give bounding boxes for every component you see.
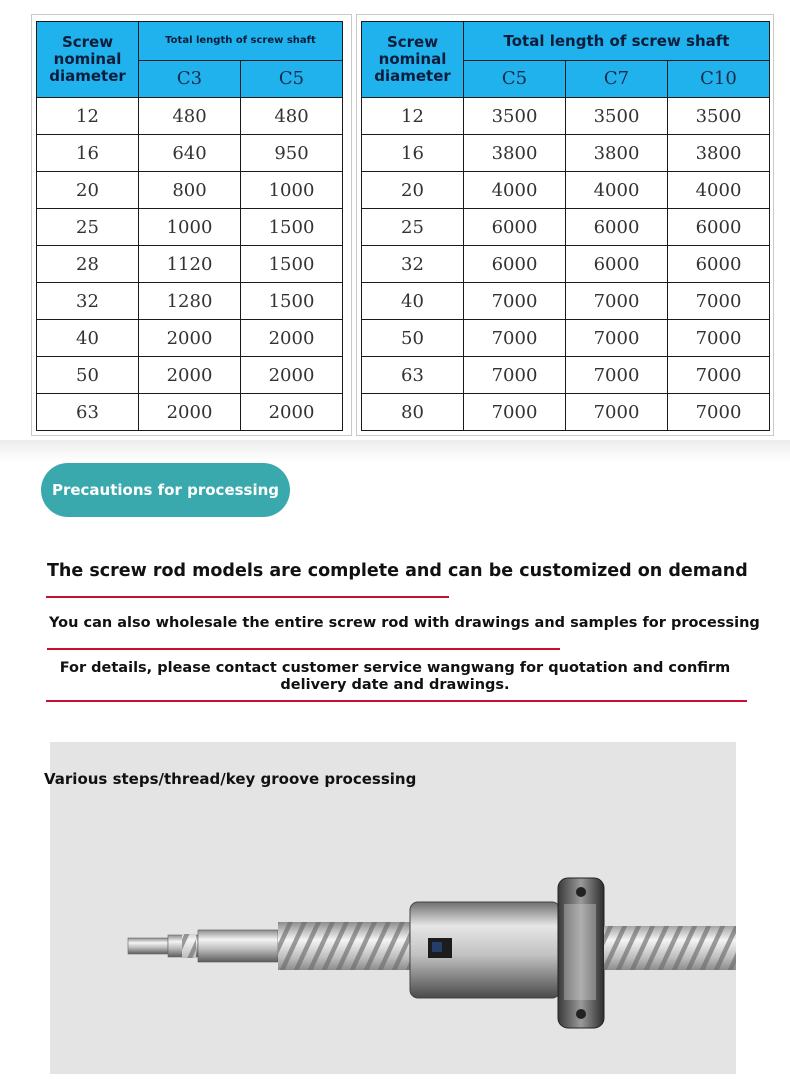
length-cell: 7000 bbox=[668, 283, 770, 320]
diameter-cell: 40 bbox=[362, 283, 464, 320]
length-cell: 2000 bbox=[241, 394, 343, 431]
length-cell: 4000 bbox=[566, 172, 668, 209]
red-underline bbox=[46, 700, 747, 702]
red-underline bbox=[47, 648, 560, 650]
table-row bbox=[37, 135, 343, 172]
diameter-cell: 32 bbox=[362, 246, 464, 283]
header-screw-diameter: Screw nominal diameter bbox=[362, 22, 464, 98]
length-cell: 7000 bbox=[566, 394, 668, 431]
diameter-cell: 40 bbox=[37, 320, 139, 357]
header-grade: C5 bbox=[464, 60, 566, 98]
diameter-cell: 32 bbox=[37, 283, 139, 320]
left-length-table bbox=[36, 21, 343, 431]
length-cell: 800 bbox=[139, 172, 241, 209]
diameter-cell: 63 bbox=[37, 394, 139, 431]
length-cell: 7000 bbox=[464, 320, 566, 357]
diameter-cell: 12 bbox=[37, 98, 139, 135]
diameter-cell: 20 bbox=[362, 172, 464, 209]
length-cell: 2000 bbox=[241, 320, 343, 357]
length-cell: 2000 bbox=[139, 394, 241, 431]
length-cell: 7000 bbox=[464, 394, 566, 431]
length-cell: 1120 bbox=[139, 246, 241, 283]
length-cell: 2000 bbox=[139, 320, 241, 357]
table-row bbox=[37, 98, 343, 135]
table-body bbox=[37, 98, 343, 431]
table-row bbox=[362, 172, 770, 209]
header-grade: C10 bbox=[668, 60, 770, 98]
length-cell: 7000 bbox=[464, 283, 566, 320]
header-screw-diameter: Screw nominal diameter bbox=[37, 22, 139, 98]
table-row bbox=[37, 357, 343, 394]
table-row bbox=[362, 98, 770, 135]
table-row bbox=[37, 394, 343, 431]
diameter-cell: 20 bbox=[37, 172, 139, 209]
length-cell: 6000 bbox=[464, 209, 566, 246]
right-length-table-panel bbox=[356, 14, 774, 436]
contact-statement: For details, please contact customer service wangwang for quotation and confirm delivery date and drawings. bbox=[59, 660, 731, 693]
length-cell: 3500 bbox=[464, 98, 566, 135]
diameter-cell: 25 bbox=[37, 209, 139, 246]
length-cell: 1280 bbox=[139, 283, 241, 320]
processing-caption: Various steps/thread/key groove processing bbox=[44, 770, 417, 788]
table-header-row bbox=[37, 22, 343, 61]
length-cell: 640 bbox=[139, 135, 241, 172]
header-grade: C5 bbox=[241, 60, 343, 98]
length-cell: 1000 bbox=[139, 209, 241, 246]
wholesale-statement: You can also wholesale the entire screw rod with drawings and samples for processing bbox=[49, 615, 760, 631]
table-body bbox=[362, 98, 770, 431]
table-row bbox=[37, 246, 343, 283]
length-cell: 2000 bbox=[139, 357, 241, 394]
diameter-cell: 28 bbox=[37, 246, 139, 283]
header-grade: C7 bbox=[566, 60, 668, 98]
length-cell: 1500 bbox=[241, 246, 343, 283]
header-grade: C3 bbox=[139, 60, 241, 98]
table-row bbox=[362, 135, 770, 172]
length-cell: 3800 bbox=[566, 135, 668, 172]
length-cell: 3500 bbox=[668, 98, 770, 135]
length-cell: 6000 bbox=[668, 209, 770, 246]
length-cell: 7000 bbox=[668, 357, 770, 394]
red-underline bbox=[46, 596, 449, 598]
table-row bbox=[362, 209, 770, 246]
table-header-row bbox=[362, 22, 770, 61]
ball-screw-image bbox=[50, 742, 736, 1074]
table-row bbox=[362, 320, 770, 357]
length-cell: 1500 bbox=[241, 209, 343, 246]
diameter-cell: 16 bbox=[37, 135, 139, 172]
length-cell: 2000 bbox=[241, 357, 343, 394]
table-row bbox=[362, 357, 770, 394]
table-row bbox=[37, 283, 343, 320]
length-cell: 1000 bbox=[241, 172, 343, 209]
diameter-cell: 12 bbox=[362, 98, 464, 135]
length-cell: 7000 bbox=[566, 283, 668, 320]
length-cell: 7000 bbox=[566, 357, 668, 394]
length-cell: 480 bbox=[139, 98, 241, 135]
header-total-length: Total length of screw shaft bbox=[464, 22, 770, 61]
diameter-cell: 25 bbox=[362, 209, 464, 246]
length-cell: 7000 bbox=[668, 320, 770, 357]
section-divider-band bbox=[0, 440, 790, 462]
length-cell: 7000 bbox=[566, 320, 668, 357]
length-cell: 4000 bbox=[464, 172, 566, 209]
length-cell: 6000 bbox=[566, 246, 668, 283]
diameter-cell: 80 bbox=[362, 394, 464, 431]
table-row bbox=[362, 246, 770, 283]
diameter-cell: 16 bbox=[362, 135, 464, 172]
precautions-badge: Precautions for processing bbox=[41, 463, 290, 517]
right-length-table bbox=[361, 21, 770, 431]
length-cell: 4000 bbox=[668, 172, 770, 209]
length-cell: 950 bbox=[241, 135, 343, 172]
length-cell: 3500 bbox=[566, 98, 668, 135]
header-total-length: Total length of screw shaft bbox=[139, 22, 343, 61]
table-row bbox=[362, 394, 770, 431]
diameter-cell: 63 bbox=[362, 357, 464, 394]
models-statement: The screw rod models are complete and can be customized on demand bbox=[47, 561, 748, 581]
length-cell: 6000 bbox=[668, 246, 770, 283]
length-cell: 480 bbox=[241, 98, 343, 135]
left-length-table-panel bbox=[31, 14, 352, 436]
diameter-cell: 50 bbox=[37, 357, 139, 394]
diameter-cell: 50 bbox=[362, 320, 464, 357]
table-row bbox=[37, 172, 343, 209]
table-row bbox=[37, 320, 343, 357]
length-cell: 3800 bbox=[464, 135, 566, 172]
length-cell: 6000 bbox=[566, 209, 668, 246]
length-cell: 6000 bbox=[464, 246, 566, 283]
length-cell: 3800 bbox=[668, 135, 770, 172]
table-row bbox=[362, 283, 770, 320]
length-cell: 7000 bbox=[464, 357, 566, 394]
table-row bbox=[37, 209, 343, 246]
length-cell: 1500 bbox=[241, 283, 343, 320]
length-cell: 7000 bbox=[668, 394, 770, 431]
